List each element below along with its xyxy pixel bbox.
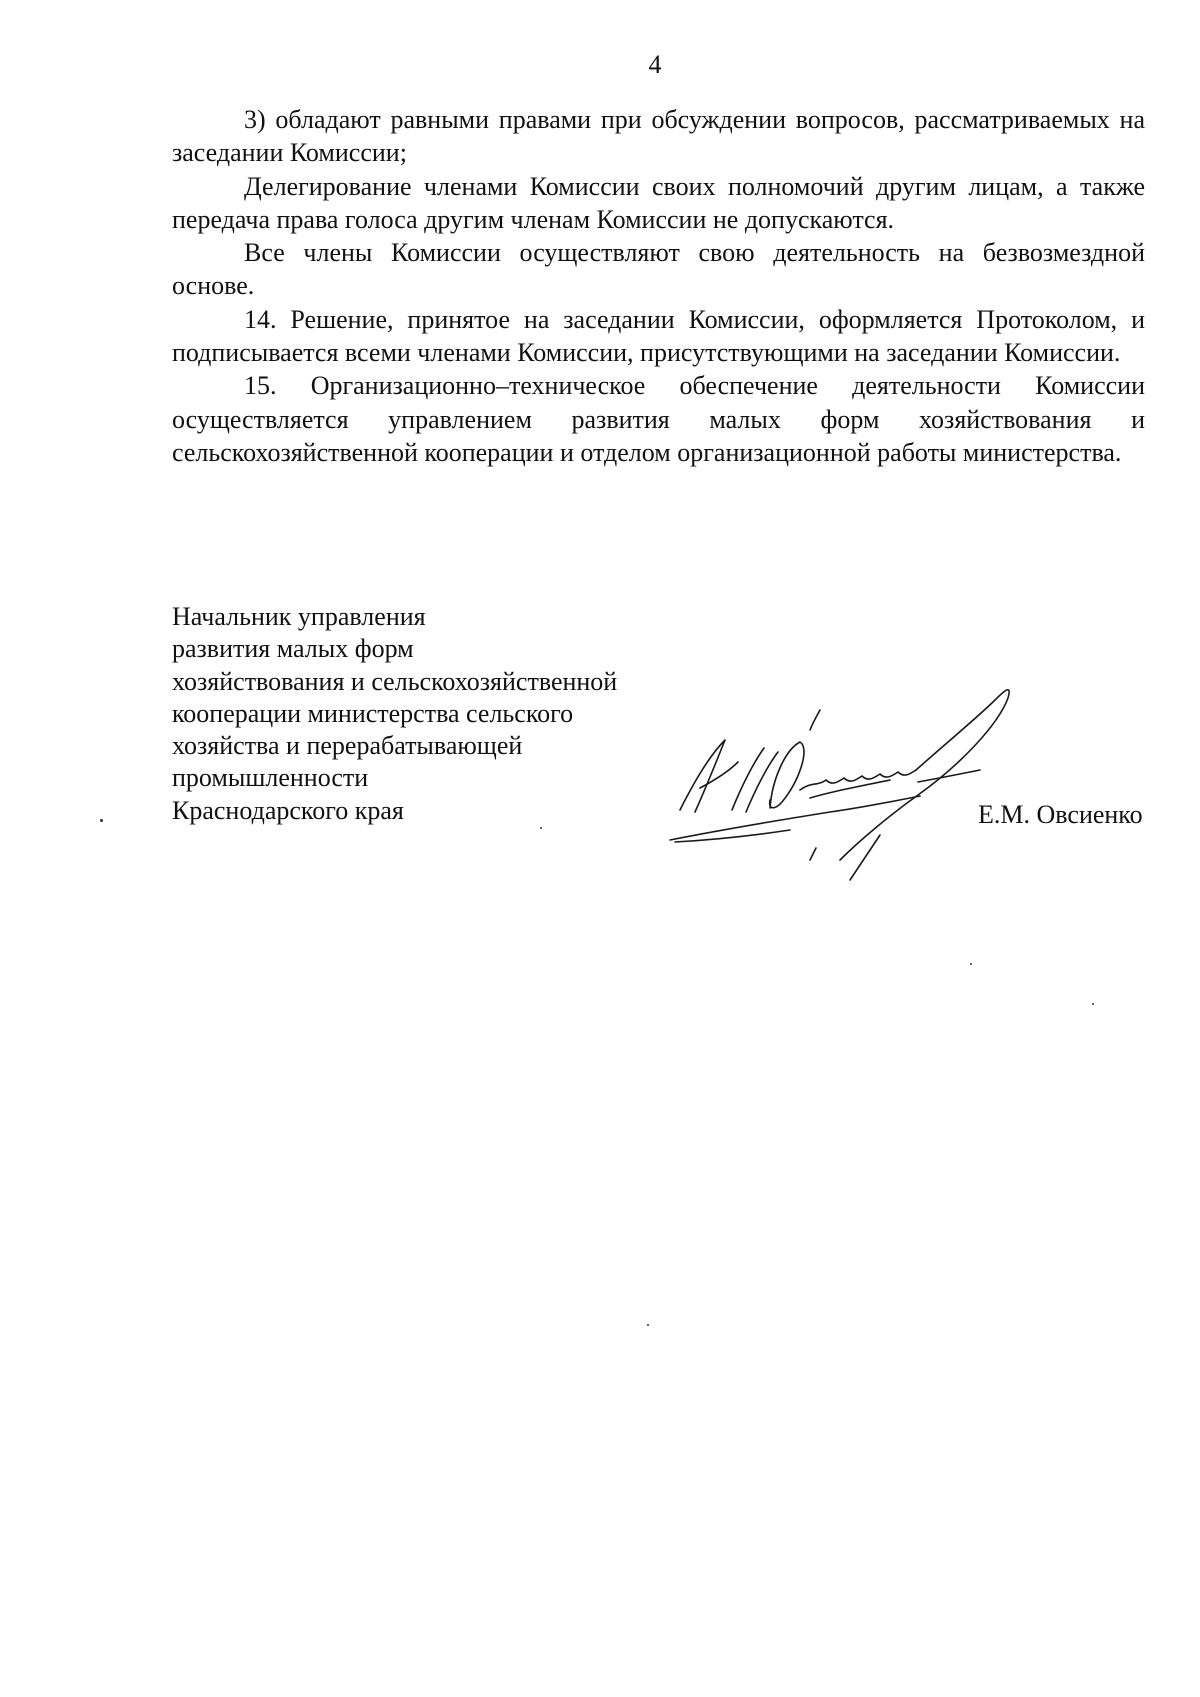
page-number: 4 xyxy=(648,50,662,79)
signatory-title-line: развития малых форм xyxy=(172,634,414,664)
signatory-title-line: Начальник управления xyxy=(172,602,426,631)
document-body xyxy=(172,103,1145,469)
signatory-title-line: Краснодарского края xyxy=(172,795,404,825)
signatory-title-line: кооперации министерства сельского xyxy=(172,698,574,728)
signer-name: Е.М. Овсиенко xyxy=(978,800,1143,829)
signatory-title-line: промышленности xyxy=(172,763,369,793)
handwritten-signature xyxy=(660,670,1060,900)
paragraph-item-15-support: 15. Организационно–техническое обеспечение деятельности Комиссии осуществляется управлением развития малых форм хозяйствования и сельскохозяйственной кооперации и отделом организационной работы министерства. xyxy=(172,371,1145,467)
scan-speck xyxy=(100,819,103,822)
signatory-title xyxy=(172,601,692,827)
scan-speck xyxy=(970,963,972,965)
signatory-title-line: хозяйства и перерабатывающей xyxy=(172,731,523,761)
paragraph-rights: 3) обладают равными правами при обсуждении вопросов, рассматриваемых на заседании Комиссии; xyxy=(172,105,1145,168)
signatory-title-line: хозяйствования и сельскохозяйственной xyxy=(172,666,618,696)
paragraph-item-14-decision: 14. Решение, принятое на заседании Комиссии, оформляется Протоколом, и подписывается всеми членами Комиссии, присутствующими на заседании Комиссии. xyxy=(172,304,1145,368)
scan-speck xyxy=(1092,1003,1094,1005)
scan-speck xyxy=(540,827,542,829)
paragraph-delegation: Делегирование членами Комиссии своих полномочий другим лицам, а также передача права голоса другим членам Комиссии не допускаются. xyxy=(172,171,1145,234)
paragraph-unpaid-basis: Все члены Комиссии осуществляют свою деятельность на безвозмездной основе. xyxy=(172,238,1145,301)
scan-speck xyxy=(647,1324,649,1326)
